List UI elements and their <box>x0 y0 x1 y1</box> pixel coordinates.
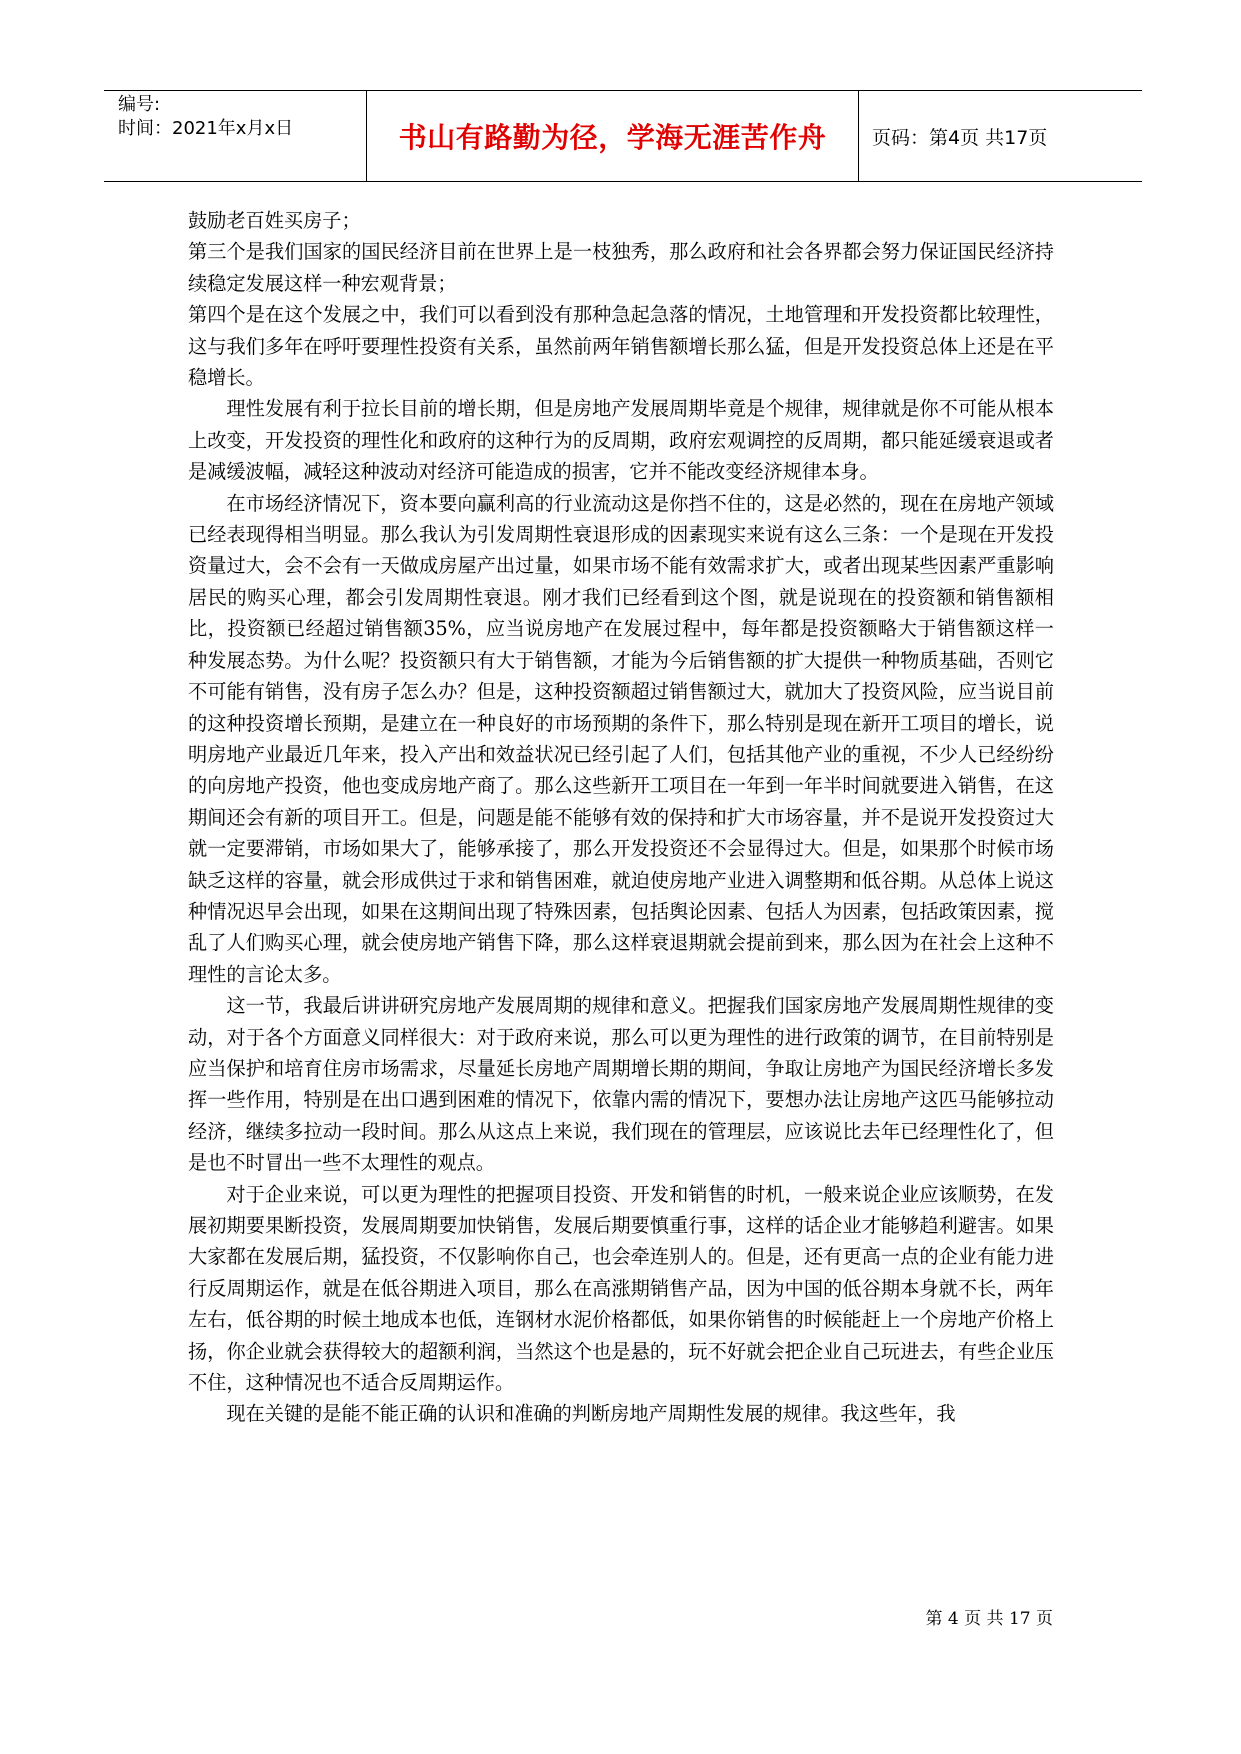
header-page-info: 页码：第4页 共17页 <box>872 126 1048 149</box>
header-meta <box>118 93 293 141</box>
paragraph: 对于企业来说，可以更为理性的把握项目投资、开发和销售的时机，一般来说企业应该顺势，在发展初期要果断投资，发展周期要加快销售，发展后期要慎重行事，这样的话企业才能够趋利避害。如果大家都在发展后期，猛投资，不仅影响你自己，也会牵连别人的。但是，还有更高一点的企业有能力进行反周期运作，就是在低谷期进入项目，那么在高涨期销售产品，因为中国的低谷期本身就不长，两年左右，低谷期的时候土地成本也低，连钢材水泥价格都低，如果你销售的时候能赶上一个房地产价格上扬，你企业就会获得较大的超额利润，当然这个也是悬的，玩不好就会把企业自己玩进去，有些企业压不住，这种情况也不适合反周期运作。 <box>188 1182 1054 1395</box>
paragraph: 理性发展有利于拉长目前的增长期，但是房地产发展周期毕竟是个规律，规律就是你不可能从根本上改变，开发投资的理性化和政府的这种行为的反周期，政府宏观调控的反周期，都只能延缓衰退或者是减缓波幅，减轻这种波动对经济可能造成的损害，它并不能改变经济规律本身。 <box>188 397 1054 484</box>
paragraph: 在市场经济情况下，资本要向赢利高的行业流动这是你挡不住的，这是必然的，现在在房地产领域已经表现得相当明显。那么我认为引发周期性衰退形成的因素现实来说有这么三条：一个是现在开发投资量过大，会不会有一天做成房屋产出过量，如果市场不能有效需求扩大，或者出现某些因素严重影响居民的购买心理，都会引发周期性衰退。刚才我们已经看到这个图，就是说现在的投资额和销售额相比，投资额已经超过销售额35%，应当说房地产在发展过程中，每年都是投资额略大于销售额这样一种发展态势。为什么呢？投资额只有大于销售额，才能为今后销售额的扩大提供一种物质基础，否则它不可能有销售，没有房子怎么办？但是，这种投资额超过销售额过大，就加大了投资风险，应当说目前的这种投资增长预期，是建立在一种良好的市场预期的条件下，那么特别是现在新开工项目的增长，说明房地产业最近几年来，投入产出和效益状况已经引起了人们，包括其他产业的重视，不少人已经纷纷的向房地产投资，他也变成房地产商了。那么这些新开工项目在一年到一年半时间就要进入销售，在这期间还会有新的项目开工。但是，问题是能不能够有效的保持和扩大市场容量，并不是说开发投资过大就一定要滞销，市场如果大了，能够承接了，那么开发投资还不会显得过大。但是，如果那个时候市场缺乏这样的容量，就会形成供过于求和销售困难，就迫使房地产业进入调整期和低谷期。从总体上说这种情况迟早会出现，如果在这期间出现了特殊因素，包括舆论因素、包括人为因素，包括政策因素，搅乱了人们购买心理，就会使房地产销售下降，那么这样衰退期就会提前到来，那么因为在社会上这种不理性的言论太多。 <box>188 491 1054 986</box>
paragraph: 这一节，我最后讲讲研究房地产发展周期的规律和意义。把握我们国家房地产发展周期性规律的变动，对于各个方面意义同样很大：对于政府来说，那么可以更为理性的进行政策的调节，在目前特别是应当保护和培育住房市场需求，尽量延长房地产周期增长期的期间，争取让房地产为国民经济增长多发挥一些作用，特别是在出口遇到困难的情况下，依靠内需的情况下，要想办法让房地产这匹马能够拉动经济，继续多拉动一段时间。那么从这点上来说，我们现在的管理层，应该说比去年已经理性化了，但是也不时冒出一些不太理性的观点。 <box>188 994 1054 1175</box>
header-motto: 书山有路勤为径，学海无涯苦作舟 <box>398 121 827 154</box>
document-time: 时间：2021年x月x日 <box>118 118 294 139</box>
page-header <box>104 90 1142 182</box>
paragraph: 第三个是我们国家的国民经济目前在世界上是一枝独秀，那么政府和社会各界都会努力保证国民经济持续稳定发展这样一种宏观背景； <box>188 240 1054 295</box>
document-number-label: 编号: <box>118 94 161 115</box>
paragraph: 第四个是在这个发展之中，我们可以看到没有那种急起急落的情况，土地管理和开发投资都比较理性，这与我们多年在呼吁要理性投资有关系，虽然前两年销售额增长那么猛，但是开发投资总体上还是在平稳增长。 <box>188 303 1054 390</box>
paragraph: 鼓励老百姓买房子； <box>188 209 361 232</box>
header-divider <box>858 91 859 181</box>
paragraph: 现在关键的是能不能正确的认识和准确的判断房地产周期性发展的规律。我这些年，我 <box>226 1402 956 1426</box>
page-footer: 第 4 页 共 17 页 <box>925 1609 1053 1629</box>
document-body <box>188 205 1054 1430</box>
